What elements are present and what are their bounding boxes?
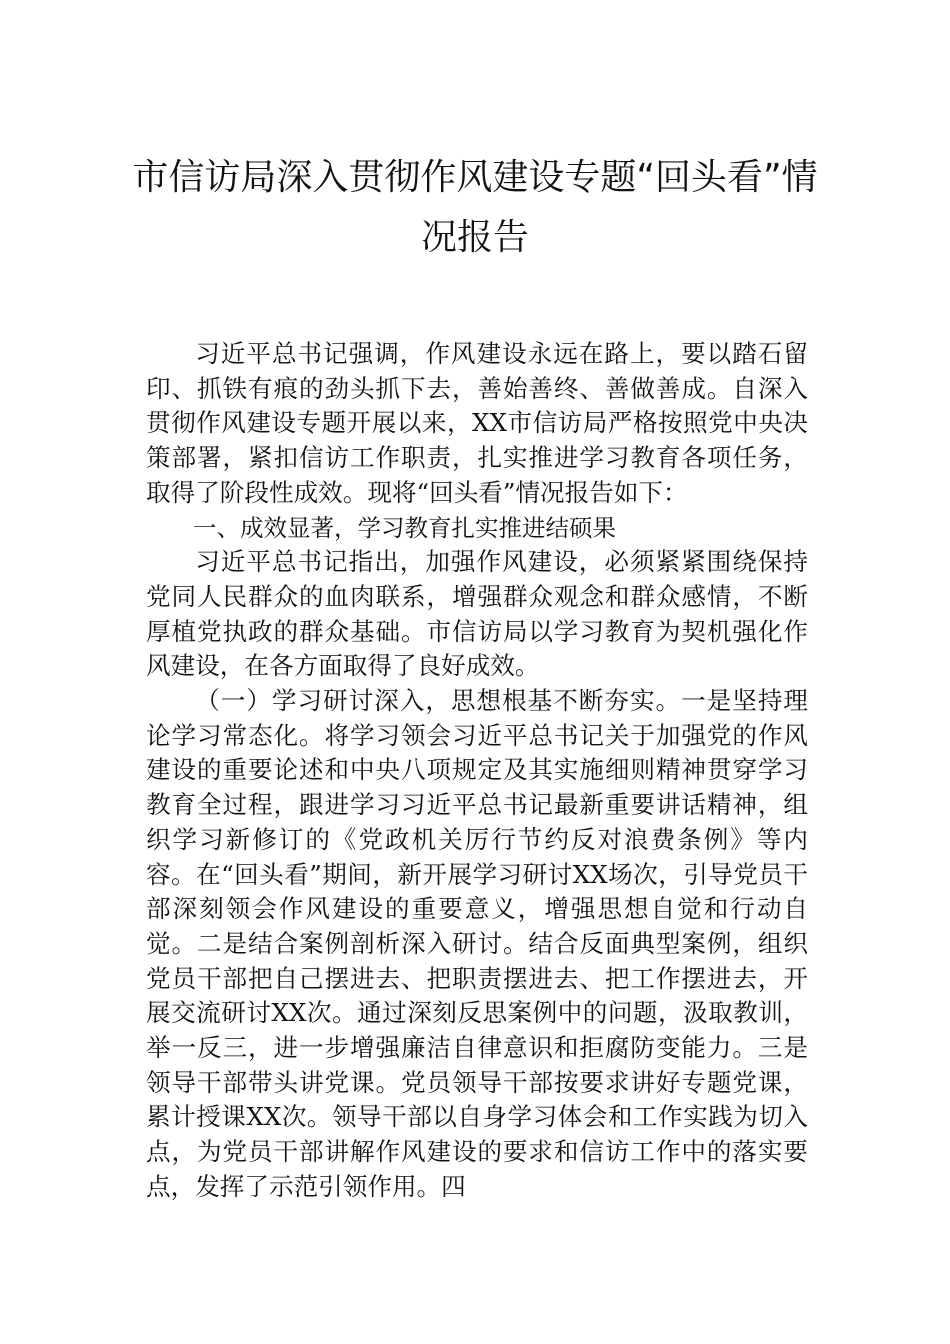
section-intro-paragraph: 习近平总书记指出，加强作风建设，必须紧紧围绕保持党同人民群众的血肉联系，增强群众观念和群众感情，不断厚植党执政的群众基础。市信访局以学习教育为契机强化作风建设，在各方面取得了良好成效。	[146, 547, 808, 681]
document-title: 市信访局深入贯彻作风建设专题“回头看”情况报告	[132, 157, 818, 258]
document-body	[146, 337, 808, 1205]
section-heading: 一、成效显著，学习教育扎实推进结硕果	[193, 513, 616, 542]
intro-paragraph: 习近平总书记强调，作风建设永远在路上，要以踏石留印、抓铁有痕的劲头抓下去，善始善终、善做善成。自深入贯彻作风建设专题开展以来，XX市信访局严格按照党中央决策部署，紧扣信访工作职责，扎实推进学习教育各项任务，取得了阶段性成效。现将“回头看”情况报告如下：	[146, 339, 808, 507]
subsection-paragraph: （一）学习研讨深入，思想根基不断夯实。一是坚持理论学习常态化。将学习领会习近平总书记关于加强党的作风建设的重要论述和中央八项规定及其实施细则精神贯穿学习教育全过程，跟进学习习近平总书记最新重要讲话精神，组织学习新修订的《党政机关厉行节约反对浪费条例》等内容。在“回头看”期间，新开展学习研讨XX场次，引导党员干部深刻领会作风建设的重要意义，增强思想自觉和行动自觉。二是结合案例剖析深入研讨。结合反面典型案例，组织党员干部把自己摆进去、把职责摆进去、把工作摆进去，开展交流研讨XX次。通过深刻反思案例中的问题，汲取教训，举一反三，进一步增强廉洁自律意识和拒腐防变能力。三是领导干部带头讲党课。党员领导干部按要求讲好专题党课，累计授课XX次。领导干部以自身学习体会和工作实践为切入点，为党员干部讲解作风建设的要求和信访工作中的落实要点，发挥了示范引领作用。四	[146, 686, 808, 1201]
